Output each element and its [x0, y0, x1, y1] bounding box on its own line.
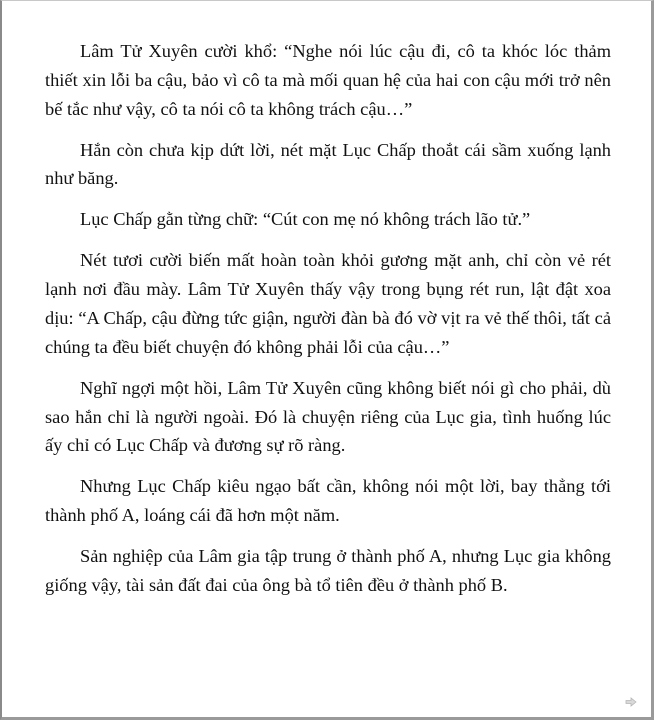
- paragraph-5: Nghĩ ngợi một hồi, Lâm Tử Xuyên cũng không biết nói gì cho phải, dù sao hắn chỉ là người ngoài. Đó là chuyện riêng của Lục gia, tình huống lúc ấy chỉ có Lục Chấp và đương sự rõ ràng.: [45, 377, 611, 456]
- arrow-right-icon: [625, 697, 637, 707]
- paragraph-4: Nét tươi cười biến mất hoàn toàn khỏi gương mặt anh, chỉ còn vẻ rét lạnh nơi đầu mày. Lâm Tử Xuyên thấy vậy trong bụng rét run, lật đật xoa dịu: “A Chấp, cậu đừng tức giận, người đàn bà đó vờ vịt ra vẻ thế thôi, tất cả chúng ta đều biết chuyện đó không phải lỗi của cậu…”: [45, 250, 611, 357]
- paragraph-3: Lục Chấp gằn từng chữ: “Cút con mẹ nó không trách lão tử.”: [80, 209, 531, 230]
- next-page-arrow-icon[interactable]: [625, 697, 637, 707]
- paragraph-1: Lâm Tử Xuyên cười khổ: “Nghe nói lúc cậu đi, cô ta khóc lóc thảm thiết xin lỗi ba cậu, bảo vì cô ta mà mối quan hệ của hai con cậu mới trở nên bế tắc như vậy, cô ta nói cô ta không trách cậu…”: [45, 41, 611, 119]
- paragraph-2: Hắn còn chưa kịp dứt lời, nét mặt Lục Chấp thoắt cái sầm xuống lạnh như băng.: [45, 139, 611, 189]
- paragraph-7: Sản nghiệp của Lâm gia tập trung ở thành phố A, nhưng Lục gia không giống vậy, tài sản đất đai của ông bà tổ tiên đều ở thành phố B.: [45, 546, 611, 595]
- paragraph-6: Nhưng Lục Chấp kiêu ngạo bất cần, không nói một lời, bay thẳng tới thành phố A, loáng cái đã hơn một năm.: [45, 476, 611, 526]
- document-page: [45, 37, 611, 612]
